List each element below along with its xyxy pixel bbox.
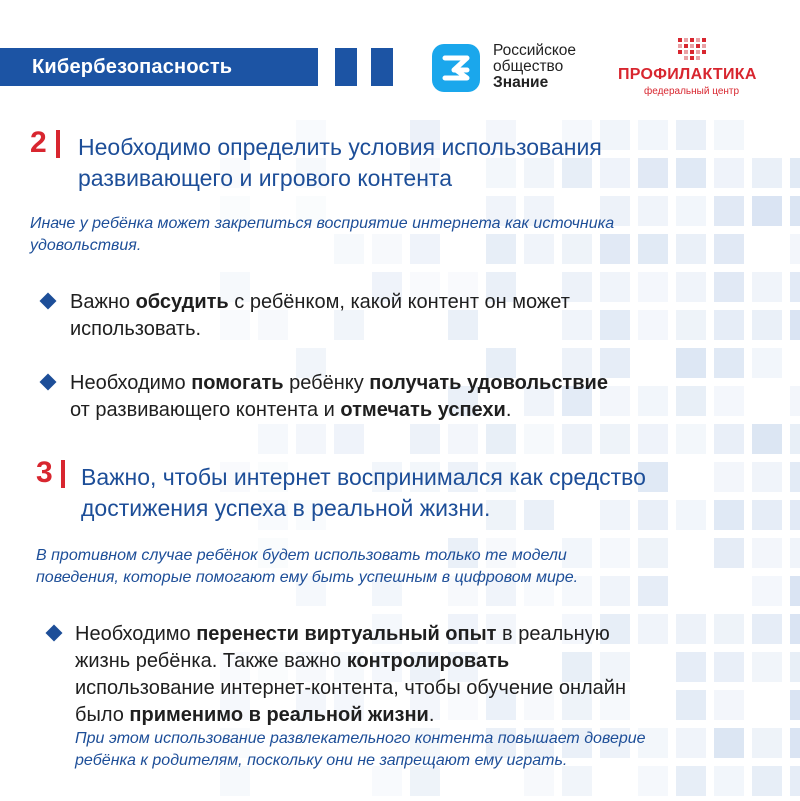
bullet-diamond-icon [40,374,57,391]
profilaktika-logo-icon [676,38,708,62]
bullet-item: Необходимо перенести виртуальный опыт в реальную жизнь ребёнка. Также важно контролировать использование интернет-контента, чтобы обучение онлайн было применимо в реальной жизни. [75,623,627,726]
note-line: Иначе у ребёнка может закрепиться восприятие интернета как источника [30,215,615,232]
profilaktika-title: ПРОФИЛАКТИКА [618,66,757,83]
note-line: В противном случае ребёнок будет использовать только те модели [36,547,567,564]
section-heading [78,132,602,194]
znanie-line2: общество [493,58,564,75]
section-heading [81,462,646,524]
profilaktika-subtitle: федеральный центр [644,86,740,97]
header-stripe [371,48,393,86]
section-number-bar [56,130,60,158]
bullet-item: Важно обсудить с ребёнком, какой контент он может использовать. [70,291,570,340]
heading-line: Важно, чтобы интернет воспринимался как средство [81,464,646,490]
bullet-diamond-icon [46,625,63,642]
bullet-item: Необходимо помогать ребёнку получать удовольствие от развивающего контента и отмечать успехи. [70,372,608,421]
heading-line: достижения успеха в реальной жизни. [81,495,491,521]
bullet-diamond-icon [40,293,57,310]
znanie-logo-text [493,43,576,91]
section-note [75,728,646,772]
note-line: ребёнка к родителям, поскольку они не запрещают ему играть. [75,752,568,769]
section-number: 3 [36,456,53,489]
note-line: удовольствия. [30,237,142,254]
section-note [30,213,614,257]
note-line: При этом использование развлекательного контента повышает доверие [75,730,646,747]
note-line: поведения, которые помогают ему быть успешным в цифровом мире. [36,569,579,586]
heading-line: Необходимо определить условия использования [78,134,602,160]
znanie-logo-icon [432,44,480,92]
section-number: 2 [30,126,47,159]
header-stripe [335,48,357,86]
heading-line: развивающего и игрового контента [78,165,452,191]
header-title: Кибербезопасность [32,56,233,78]
znanie-line3: Знание [493,74,549,91]
znanie-line1: Российское [493,42,577,59]
section-number-bar [61,460,65,488]
section-note [36,545,578,589]
